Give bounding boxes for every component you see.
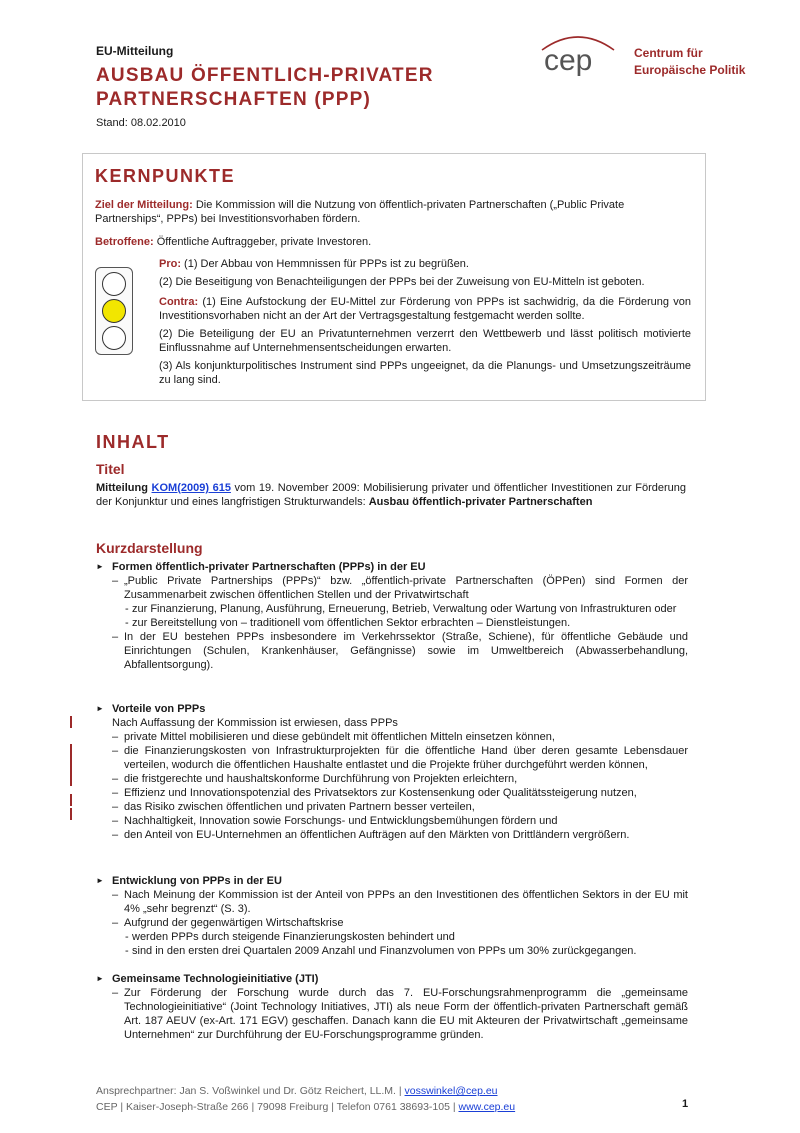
contact-email-link[interactable]: vosswinkel@cep.eu — [404, 1085, 498, 1097]
list-item: – die fristgerechte und haushaltskonforme Durchführung von Projekten erleichtern, — [96, 772, 688, 786]
goal-label: Ziel der Mitteilung: — [95, 199, 193, 211]
list-item: – „Public Private Partnerships (PPPs)“ bzw. „öffentlich-private Partnerschaften (ÖPPen) sind Formen der Zusammenarbeit zwischen öffentlichen Stellen und der Privatwirtschaft — [96, 574, 688, 602]
goal-paragraph — [95, 198, 693, 226]
contra-2: (2) Die Beteiligung der EU an Privatunternehmen verzerrt den Wettbewerb und lässt politisch motivierte Einflussnahme auf Unternehmensentscheidungen erwarten. — [159, 328, 691, 354]
title-paragraph — [96, 481, 686, 509]
list-item: – die Finanzierungskosten von Infrastrukturprojekten für die öffentliche Hand über deren gesamte Lebensdauer verteilen, wodurch die öffentlichen Haushalte entlastet und die Projekte früher durchgeführt werden können, — [96, 744, 688, 772]
affected-paragraph — [95, 235, 693, 249]
document-date: Stand: 08.02.2010 — [96, 117, 186, 129]
pro-1 — [159, 257, 691, 271]
logo-wordmark: cep — [544, 44, 593, 77]
change-marker — [70, 744, 72, 786]
contra-label: Contra: — [159, 296, 199, 308]
list-item: – Nachhaltigkeit, Innovation sowie Forschungs- und Entwicklungsbemühungen fördern und — [96, 814, 688, 828]
traffic-light-middle — [102, 299, 126, 323]
list-item: – In der EU bestehen PPPs insbesondere im Verkehrssektor (Straße, Schiene), für öffentliche Gebäude und Einrichtungen (Schulen, Krankenhäuser, Gefängnisse) sowie im Umweltbereich (Abwasserbehandlung, Abfallentsorgung). — [96, 630, 688, 672]
page-number: 1 — [682, 1098, 689, 1110]
footer-contact-line — [96, 1083, 515, 1099]
footer-address-text: CEP | Kaiser-Joseph-Straße 266 | 79098 Freiburg | Telefon 0761 38693-105 | — [96, 1101, 459, 1113]
list-item: - zur Bereitstellung von – traditionell vom öffentlichen Sektor erbrachten – Dienstleistungen. — [96, 616, 688, 630]
title-prefix: Mitteilung — [96, 482, 152, 494]
document-title — [96, 64, 434, 112]
list-item: – Nach Meinung der Kommission ist der Anteil von PPPs an den Investitionen des öffentlichen Sektors in der EU mit 4% „sehr begrenzt“ (S. 3). — [96, 888, 688, 916]
cep-logo — [536, 28, 620, 84]
goal-text: Die Kommission will die Nutzung von öffentlich-privaten Partnerschaften („Public Private Partnerships“, PPPs) bei Investitionsvorhaben fördern. — [95, 199, 625, 225]
topic-heading: ► Entwicklung von PPPs in der EU — [96, 874, 688, 888]
topic-jti — [96, 972, 688, 1042]
title-bold-text: Ausbau öffentlich-privater Partnerschaften — [368, 496, 593, 508]
list-item: – Aufgrund der gegenwärtigen Wirtschaftskrise — [96, 916, 688, 930]
pro-label: Pro: — [159, 258, 181, 270]
list-item: – Zur Förderung der Forschung wurde durch das 7. EU-Forschungsrahmenprogramm die „gemeinsame Technologieinitiative“ (Joint Technology Initiatives, JTI) als neue Form der öffentlich-privaten Partnerschaft gemäß Art. 187 AEUV (ex-Art. 171 EGV) geschaffen. Danach kann die EU mit Akteuren der Privatwirtschaft „gemeinsame Unternehmen“ zur Durchführung der EU-Forschungsprogramme gründen. — [96, 986, 688, 1042]
list-item: – das Risiko zwischen öffentlichen und privaten Partnern besser verteilen, — [96, 800, 688, 814]
topic-heading: ► Formen öffentlich-privater Partnerschaften (PPPs) in der EU — [96, 560, 688, 574]
document-link[interactable]: KOM(2009) 615 — [151, 482, 231, 494]
key-points-box — [82, 153, 706, 401]
organization-name — [634, 45, 745, 79]
footer-address-line — [96, 1099, 515, 1115]
list-item: - sind in den ersten drei Quartalen 2009 Anzahl und Finanzvolumen von PPPs um 30% zurückgegangen. — [96, 944, 688, 958]
traffic-light-top — [102, 272, 126, 296]
pro-1-text: (1) Der Abbau von Hemmnissen für PPPs ist zu begrüßen. — [181, 258, 469, 270]
topic-heading: ► Vorteile von PPPs — [96, 702, 688, 716]
list-item: – den Anteil von EU-Unternehmen an öffentlichen Aufträgen auf den Märkten von Drittländern vergrößern. — [96, 828, 688, 842]
assessment-block — [159, 257, 691, 387]
list-item: - zur Finanzierung, Planung, Ausführung, Erneuerung, Betrieb, Verwaltung oder Wartung von Infrastrukturen oder — [96, 602, 688, 616]
footer — [96, 1083, 515, 1115]
pro-2: (2) Die Beseitigung von Benachteiligungen der PPPs bei der Zuweisung von EU-Mitteln ist geboten. — [159, 276, 645, 288]
document-title-line-1: AUSBAU ÖFFENTLICH-PRIVATER — [96, 65, 434, 86]
contra-3: (3) Als konjunkturpolitisches Instrument sind PPPs ungeeignet, da die Planungs- und Umsetzungszeiträume zu lang sind. — [159, 360, 691, 386]
topic-forms — [96, 560, 688, 672]
document-type-label: EU-Mitteilung — [96, 44, 174, 58]
change-marker — [70, 794, 72, 806]
website-link[interactable]: www.cep.eu — [458, 1101, 516, 1113]
key-points-heading: KERNPUNKTE — [95, 166, 236, 186]
topic-development — [96, 874, 688, 958]
list-item: – private Mittel mobilisieren und diese gebündelt mit öffentlichen Mitteln einsetzen können, — [96, 730, 688, 744]
contra-1-text: (1) Eine Aufstockung der EU-Mittel zur Förderung von PPPs ist sachwidrig, da die Förderung von Investitionsvorhaben nicht an der Art der Vertragsgestaltung festgemacht werden sollte. — [159, 296, 691, 322]
title-text: vom 19. November 2009: Mobilisierung privater und öffentlicher Investitionen zur Förderung der Konjunktur und eines langfristigen Strukturwandels: — [96, 482, 686, 508]
list-item: - werden PPPs durch steigende Finanzierungskosten behindert und — [96, 930, 688, 944]
organization-name-line-2: Europäische Politik — [634, 63, 746, 77]
contra-1 — [159, 295, 691, 323]
organization-name-line-1: Centrum für — [634, 46, 703, 60]
affected-text: Öffentliche Auftraggeber, private Investoren. — [153, 236, 372, 248]
change-marker — [70, 716, 72, 728]
topic-heading: ► Gemeinsame Technologieinitiative (JTI) — [96, 972, 688, 986]
contents-heading: INHALT — [96, 432, 170, 452]
traffic-light-bottom — [102, 326, 126, 350]
topic-advantages — [96, 702, 688, 842]
document-title-line-2: PARTNERSCHAFTEN (PPP) — [96, 89, 372, 110]
affected-label: Betroffene: — [95, 236, 154, 248]
footer-contact-text: Ansprechpartner: Jan S. Voßwinkel und Dr. Götz Reichert, LL.M. | — [96, 1085, 405, 1097]
summary-subheading: Kurzdarstellung — [96, 540, 203, 556]
list-item: – Effizienz und Innovationspotenzial des Privatsektors zur Kostensenkung oder Qualitätssteigerung nutzen, — [96, 786, 688, 800]
traffic-light-icon — [95, 267, 133, 355]
topic-intro: Nach Auffassung der Kommission ist erwiesen, dass PPPs — [112, 717, 398, 729]
title-subheading: Titel — [96, 461, 125, 477]
change-marker — [70, 808, 72, 820]
